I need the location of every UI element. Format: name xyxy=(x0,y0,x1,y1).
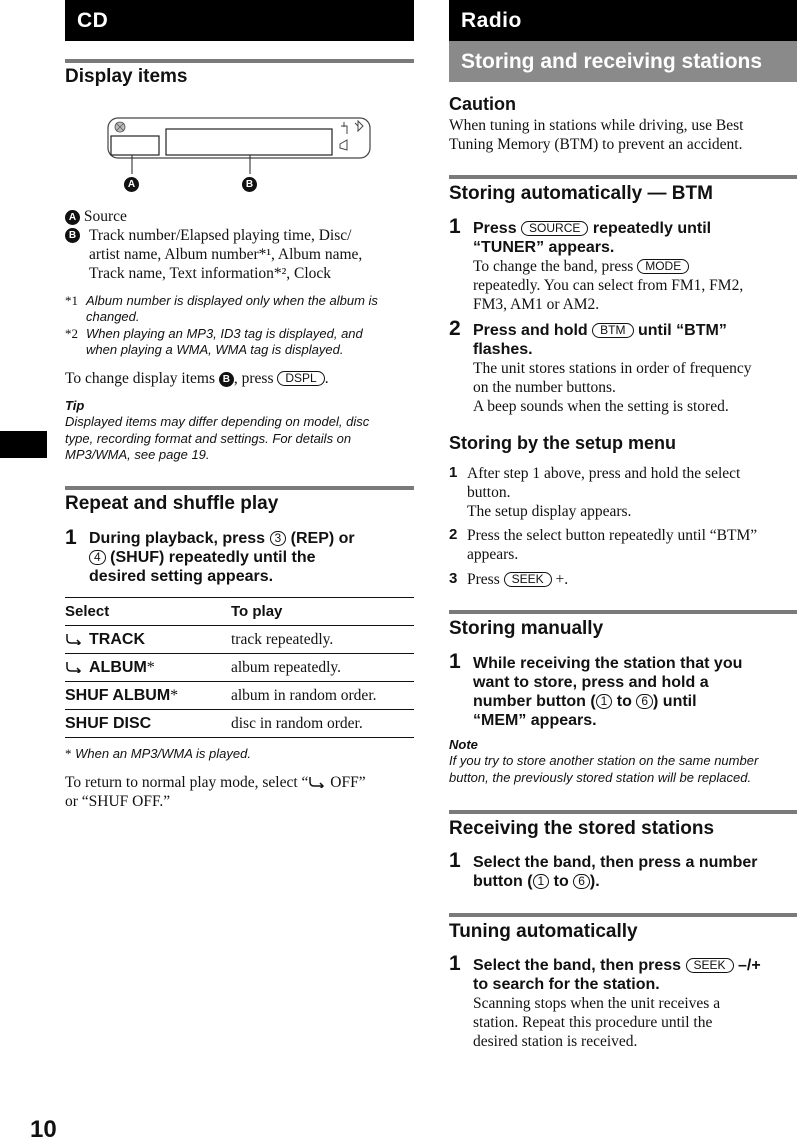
btm-button-icon: BTM xyxy=(592,323,633,338)
dspl-button-icon: DSPL xyxy=(277,371,324,386)
heading-storing-manually: Storing manually xyxy=(449,618,604,639)
divider xyxy=(449,610,797,614)
setup-step-3: Press SEEK +. xyxy=(467,571,569,588)
heading-tuning-auto: Tuning automatically xyxy=(449,921,638,942)
step-number: 1 xyxy=(449,464,458,481)
page-number: 10 xyxy=(30,1116,57,1143)
step-number: 2 xyxy=(449,526,458,543)
section-title: CD xyxy=(77,9,109,32)
setup-step-1: After step 1 above, press and hold the select button. The setup display appears. xyxy=(467,465,741,520)
tip-text: Displayed items may differ depending on model, disc type, recording format and settings. For details on MP3/WMA, see page 19. xyxy=(65,414,370,462)
side-tab xyxy=(0,431,47,458)
mode-button-icon: MODE xyxy=(637,259,689,274)
section-title: Radio xyxy=(461,9,522,32)
heading-receiving-stored: Receiving the stored stations xyxy=(449,818,715,839)
heading-setup-menu: Storing by the setup menu xyxy=(449,433,677,453)
btm-step-1: Press SOURCE repeatedly until “TUNER” appears. To change the band, press MODE repeatedly. You can select from FM1, FM2, FM3, AM1 or AM2. xyxy=(473,220,744,313)
item-a: A Source xyxy=(65,207,415,226)
manual-step-1: While receiving the station that you want to store, press and hold a number button ( 1 to 6 ) until “MEM” appears. xyxy=(473,655,743,729)
subsection-title: Storing and receiving stations xyxy=(461,50,763,73)
step-number: 1 xyxy=(449,849,461,872)
callout-a: A xyxy=(124,175,139,193)
receive-step-1: Select the band, then press a number button ( 1 to 6 ). xyxy=(473,854,758,890)
divider xyxy=(65,59,414,63)
callout-b: B xyxy=(242,175,257,193)
item-b: B Track number/Elapsed playing time, Disc/ artist name, Album number*¹, Album name, Track name, Text information*², Clock xyxy=(65,226,415,283)
step-number: 3 xyxy=(449,570,458,587)
repeat-icon xyxy=(308,776,326,788)
repeat-icon xyxy=(65,661,83,673)
divider xyxy=(449,810,797,814)
step-number: 1 xyxy=(65,526,77,549)
button-3-icon: 3 xyxy=(270,531,287,546)
table-header xyxy=(65,598,414,626)
setup-step-2: Press the select button repeatedly until “BTM” appears. xyxy=(467,527,758,563)
divider xyxy=(449,175,797,179)
table-row: ALBUM* album repeatedly. xyxy=(65,654,414,682)
button-6-icon: 6 xyxy=(636,694,653,709)
table-row: SHUF ALBUM* album in random order. xyxy=(65,682,414,710)
change-display-text: To change display items B , press DSPL . xyxy=(65,370,329,387)
table-footnote: * When an MP3/WMA is played. xyxy=(65,746,251,761)
heading-repeat-shuffle: Repeat and shuffle play xyxy=(65,493,279,514)
footnote-2: *2 When playing an MP3, ID3 tag is displayed, and when playing a WMA, WMA tag is displayed. xyxy=(65,326,363,357)
play-mode-table xyxy=(65,597,414,738)
heading-display-items: Display items xyxy=(65,66,188,87)
col-select: Select xyxy=(65,598,231,626)
table-row: TRACK track repeatedly. xyxy=(65,626,414,654)
button-4-icon: 4 xyxy=(89,550,106,565)
step-number: 1 xyxy=(449,650,461,673)
source-button-icon: SOURCE xyxy=(521,221,588,236)
button-1-icon: 1 xyxy=(596,694,613,709)
heading-btm: Storing automatically — BTM xyxy=(449,183,713,204)
step-number: 1 xyxy=(449,215,461,238)
section-banner-radio xyxy=(449,0,797,41)
step-number: 2 xyxy=(449,317,461,340)
col-to-play: To play xyxy=(231,598,414,626)
seek-button-icon: SEEK xyxy=(686,958,734,973)
subsection-banner xyxy=(449,41,797,82)
display-illustration xyxy=(100,112,380,197)
tip-heading: Tip xyxy=(65,398,85,413)
seek-button-icon: SEEK xyxy=(504,572,552,587)
caution-text: When tuning in stations while driving, use Best Tuning Memory (BTM) to prevent an accident. xyxy=(449,117,744,153)
caution-heading: Caution xyxy=(449,94,516,114)
tuning-step-1: Select the band, then press SEEK –/+ to search for the station. Scanning stops when the unit receives a station. Repeat this procedure until the desired station is received. xyxy=(473,957,761,1050)
section-banner-cd xyxy=(65,0,414,41)
step-number: 1 xyxy=(449,952,461,975)
note-text: If you try to store another station on the same number button, the previously stored station will be replaced. xyxy=(449,753,759,785)
note-heading: Note xyxy=(449,737,478,752)
table-row: SHUF DISC disc in random order. xyxy=(65,710,414,738)
footnote-1: *1 Album number is displayed only when the album is changed. xyxy=(65,293,378,324)
button-6-icon: 6 xyxy=(573,874,590,889)
return-normal-text: To return to normal play mode, select “ OFF” or “SHUF OFF.” xyxy=(65,774,366,810)
repeat-step-text: During playback, press 3 (REP) or 4 (SHUF) repeatedly until the desired setting appears. xyxy=(89,530,355,585)
divider xyxy=(449,913,797,917)
button-1-icon: 1 xyxy=(533,874,550,889)
btm-step-2: Press and hold BTM until “BTM” flashes. The unit stores stations in order of frequency on the number buttons. A beep sounds when the setting is stored. xyxy=(473,322,752,415)
repeat-icon xyxy=(65,633,83,645)
divider xyxy=(65,486,414,490)
display-item-list xyxy=(65,207,415,283)
